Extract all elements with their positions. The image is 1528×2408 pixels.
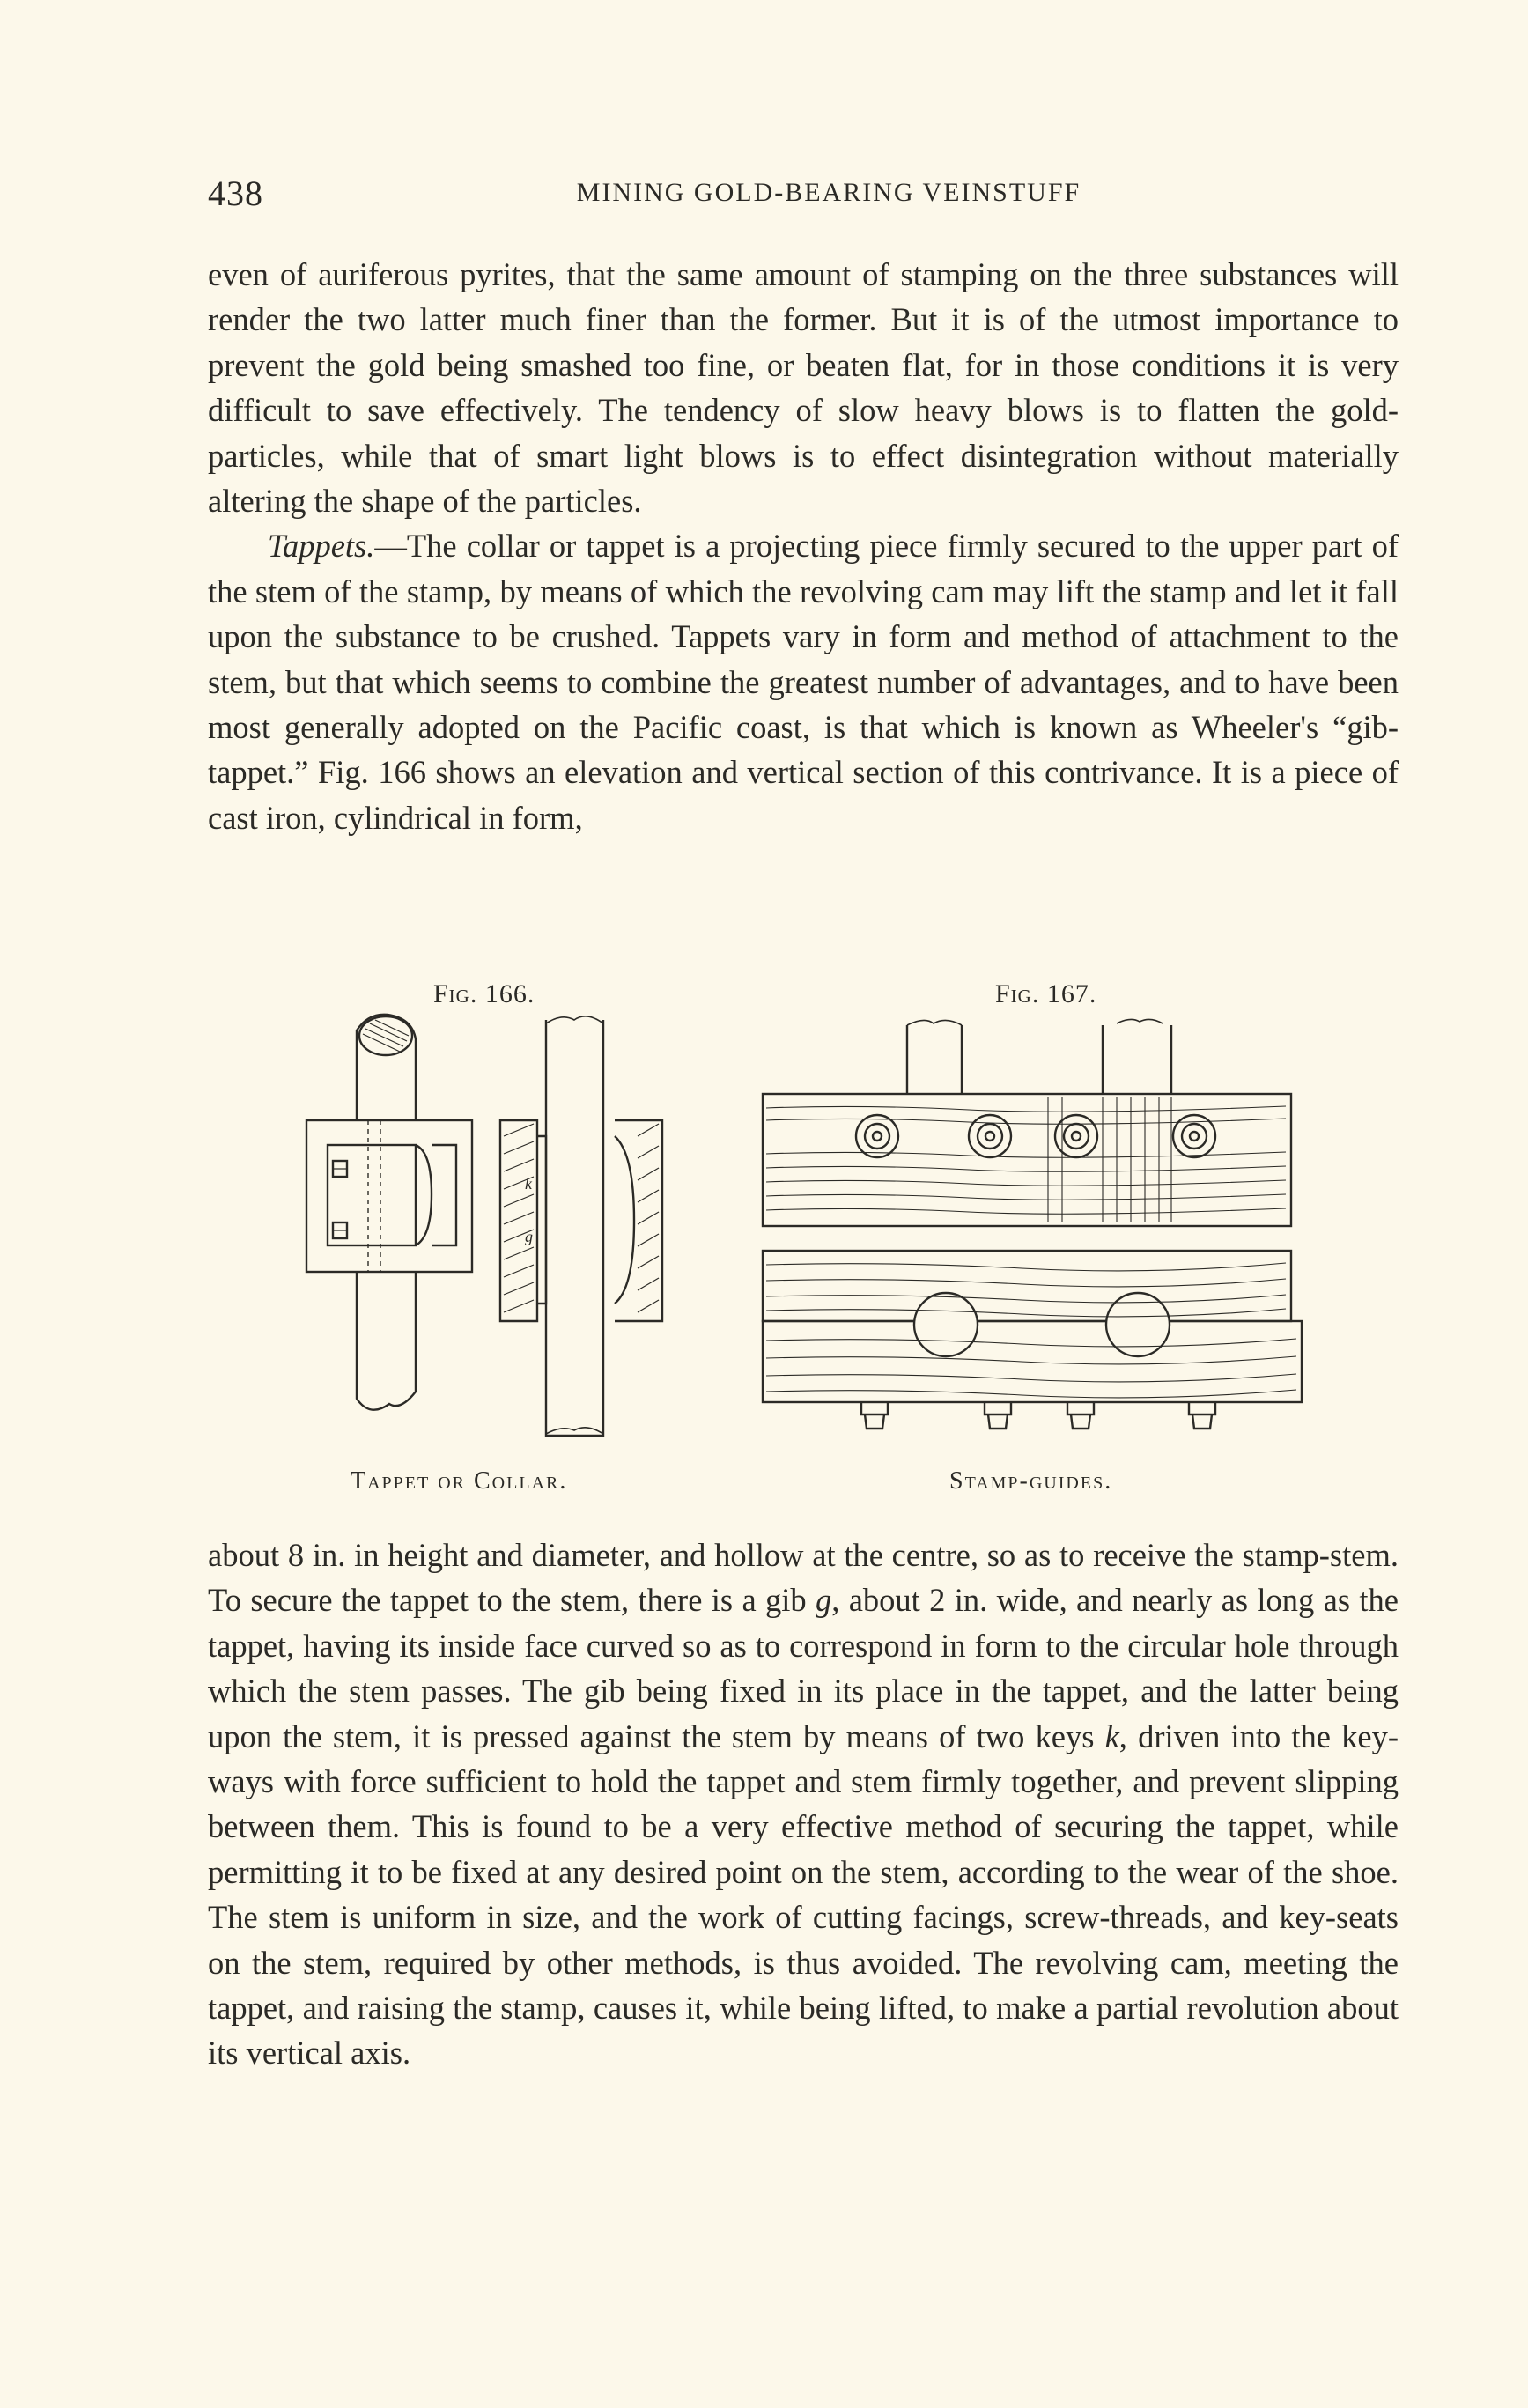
fig-166-caption: Tappet or Collar. [351,1467,568,1495]
paragraph-3 [208,1533,1399,2076]
gib-letter: g [816,1582,832,1619]
paragraph-2-body: —The collar or tappet is a projecting piece firmly secured to the upper part of the stem of the stamp, by means of which the revolving cam may lift the stamp and let it fall upon the substance to be crushed. Tappets vary in form and method of attachment to the stem, but that which seems to combine the greatest number of advantages, and to have been most generally adopted on the Pacific coast, is that which is known as Wheeler's “gib-tappet.” Fig. 166 shows an elevation and vertical section of this contrivance. It is a piece of cast iron, cylindrical in form, [208,528,1399,836]
paragraph-2 [208,523,1399,840]
paragraph-3-part-3: , driven into the key-ways with force sufficient to hold the tappet and stem firmly together, and prevent slipping between them. This is found to be a very effective method of securing the tappet, while permitting it to be fixed at any desired point on the stem, according to the wear of the shoe. The stem is uniform in size, and the work of cutting facings, screw-threads, and key-seats on the stem, required by other methods, is thus avoided. The revolving cam, meeting the tappet, and raising the stamp, causes it, while being lifted, to make a partial revolution about its vertical axis. [208,1717,1399,2072]
lower-text [208,1533,1399,2076]
fig-167-label: Fig. 167. [995,979,1097,1008]
fig-166-label: Fig. 166. [433,979,535,1008]
upper-text [208,252,1399,840]
paragraph-3-part-2: , about 2 in. wide, and nearly as long as the tappet, having its inside face curved so as to correspond in form to the circular hole through which the stem passes. The gib being fixed in its place in the tappet, and the latter being upon the stem, it is pressed against the stem by means of two keys [208,1582,1399,1754]
tappets-heading: Tappets. [268,528,375,565]
fig-166-tappet-drawing [299,1004,678,1462]
key-letter: k [1104,1717,1119,1754]
fig-166-gib-letter: g [525,1228,533,1245]
page-header [208,173,1397,211]
fig-166-key-letter: k [525,1175,532,1193]
fig-167-stamp-guides-drawing [757,1013,1321,1453]
paragraph-3-part-1: about 8 in. in height and diameter, and hollow at the centre, so as to receive the stamp-stem. To secure the tappet to the stem, there is a gib [208,1537,1399,1619]
running-title: MINING GOLD-BEARING VEINSTUFF [576,178,1081,207]
page-number: 438 [208,174,263,213]
paragraph-1: even of auriferous pyrites, that the same amount of stamping on the three substances will render the two latter much finer than the former. But it is of the utmost importance to prevent the gold being smashed too fine, or beaten flat, for in those conditions it is very difficult to save effectively. The tendency of slow heavy blows is to flatten the gold-particles, while that of smart light blows is to effect disintegration without materially altering the shape of the particles. [208,256,1399,520]
fig-167-caption: Stamp-guides. [949,1467,1113,1495]
